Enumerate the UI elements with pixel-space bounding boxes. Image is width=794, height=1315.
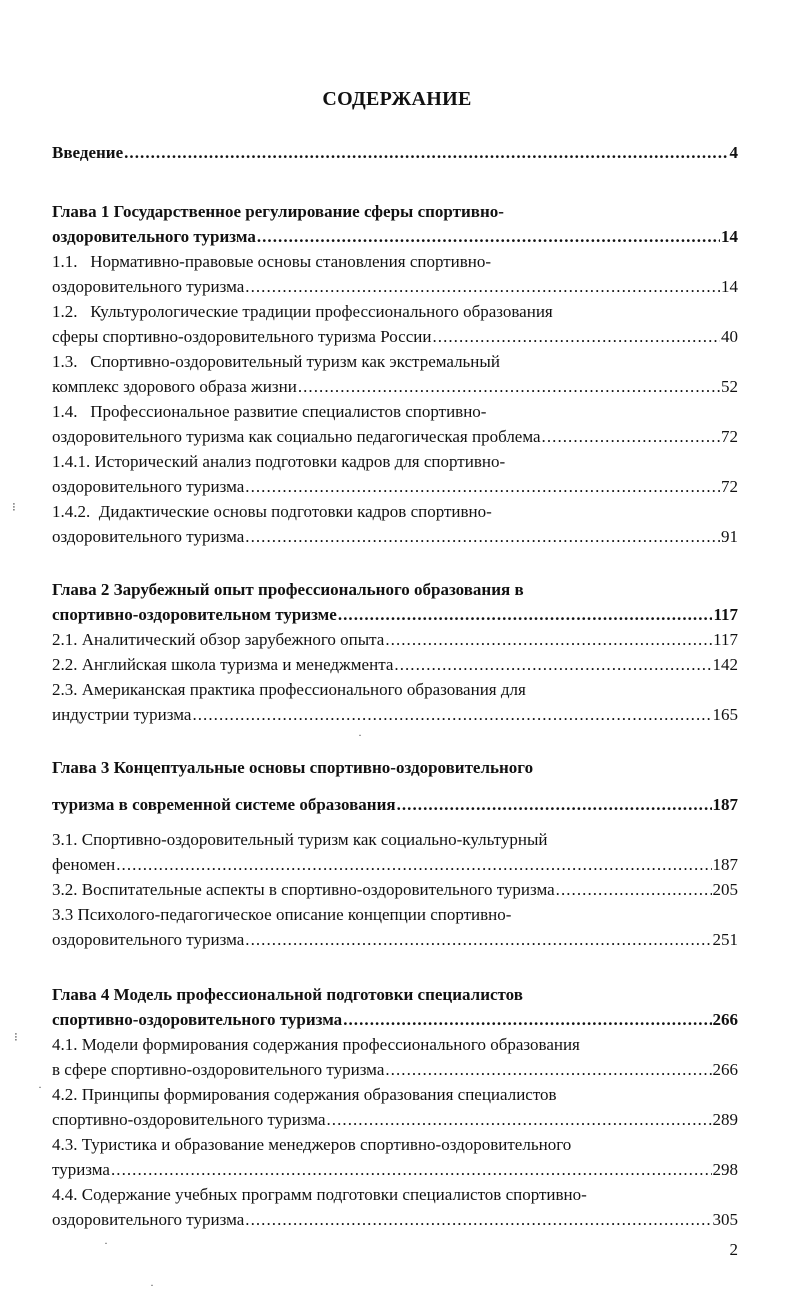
scan-speck: ⁝ [12, 500, 16, 514]
toc-entry-1-2-line2: сферы спортивно-оздоровительного туризма России . . . 40 [52, 324, 738, 349]
page-number: 2 [729, 1240, 738, 1259]
chapter-4-heading: Глава 4 Модель профессиональной подготовки специалистов [52, 985, 523, 1004]
toc-entry-3-3-line2: оздоровительного туризма . . . 251 [52, 927, 738, 952]
toc-entry-3-2: 3.2. Воспитательные аспекты в спортивно-оздоровительного туризма . . . 205 [52, 877, 738, 902]
toc-entry-4-1-line2: в сфере спортивно-оздоровительного туризма . . . 266 [52, 1057, 738, 1082]
toc-entry-4-2-line2: спортивно-оздоровительного туризма . . . 289 [52, 1107, 738, 1132]
toc-entry-4-1: 4.1. Модели формирования содержания профессионального образования [52, 1035, 580, 1054]
scan-speck: ⁝ [14, 1030, 18, 1044]
chapter-1-heading: Глава 1 Государственное регулирование сферы спортивно- [52, 202, 504, 221]
toc-entry-4-3: 4.3. Туристика и образование менеджеров спортивно-оздоровительного [52, 1135, 572, 1154]
toc-entry-1-1: 1.1. Нормативно-правовые основы становления спортивно- [52, 252, 492, 271]
scan-speck: · [104, 1236, 108, 1250]
toc-entry-1-1-line2: оздоровительного туризма . . . 14 [52, 274, 738, 299]
chapter-3-heading: Глава 3 Концептуальные основы спортивно-оздоровительного [52, 758, 534, 777]
scan-speck: · [38, 1080, 42, 1094]
toc-entry-4-4: 4.4. Содержание учебных программ подготовки специалистов спортивно- [52, 1185, 587, 1204]
toc-entry-3-3: 3.3 Психолого-педагогическое описание концепции спортивно- [52, 905, 512, 924]
toc-entry-1-3: 1.3. Спортивно-оздоровительный туризм как экстремальный [52, 352, 500, 371]
toc-entry-3-1-line2: феномен . . . 187 [52, 852, 738, 877]
scan-speck: · [150, 1278, 154, 1292]
toc-entry-1-4-1: 1.4.1. Исторический анализ подготовки кадров для спортивно- [52, 452, 506, 471]
chapter-4-heading-line2: спортивно-оздоровительного туризма . . . 266 [52, 1007, 738, 1032]
toc-entry-1-2: 1.2. Культурологические традиции профессионального образования [52, 302, 553, 321]
toc-entry-2-1: 2.1. Аналитический обзор зарубежного опыта . . . 117 [52, 627, 738, 652]
toc-entry-1-3-line2: комплекс здорового образа жизни . . . 52 [52, 374, 738, 399]
toc-entry-4-4-line2: оздоровительного туризма . . . 305 [52, 1207, 738, 1232]
table-of-contents [52, 140, 738, 1232]
toc-entry-3-1: 3.1. Спортивно-оздоровительный туризм как социально-культурный [52, 830, 548, 849]
toc-entry-1-4-1-line2: оздоровительного туризма . . . 72 [52, 474, 738, 499]
page-title: СОДЕРЖАНИЕ [322, 88, 472, 110]
toc-entry-2-2: 2.2. Английская школа туризма и менеджмента . . . 142 [52, 652, 738, 677]
chapter-1-heading-line2: оздоровительного туризма . . . 14 [52, 224, 738, 249]
chapter-2-heading-line2: спортивно-оздоровительном туризме . . . 117 [52, 602, 738, 627]
toc-entry-intro: Введение . . . 4 [52, 140, 738, 165]
toc-entry-4-3-line2: туризма . . . 298 [52, 1157, 738, 1182]
toc-entry-1-4: 1.4. Профессиональное развитие специалистов спортивно- [52, 402, 487, 421]
scan-speck: · [358, 728, 362, 742]
chapter-3-heading-line2: туризма в современной системе образования . . . 187 [52, 792, 738, 817]
toc-entry-1-4-2: 1.4.2. Дидактические основы подготовки кадров спортивно- [52, 502, 492, 521]
toc-entry-1-4-2-line2: оздоровительного туризма . . . 91 [52, 524, 738, 549]
toc-entry-2-3: 2.3. Американская практика профессионального образования для [52, 680, 526, 699]
toc-entry-2-3-line2: индустрии туризма . . . 165 [52, 702, 738, 727]
toc-entry-4-2: 4.2. Принципы формирования содержания образования специалистов [52, 1085, 557, 1104]
chapter-2-heading: Глава 2 Зарубежный опыт профессионального образования в [52, 580, 524, 599]
toc-entry-1-4-line2: оздоровительного туризма как социально педагогическая проблема . . . 72 [52, 424, 738, 449]
